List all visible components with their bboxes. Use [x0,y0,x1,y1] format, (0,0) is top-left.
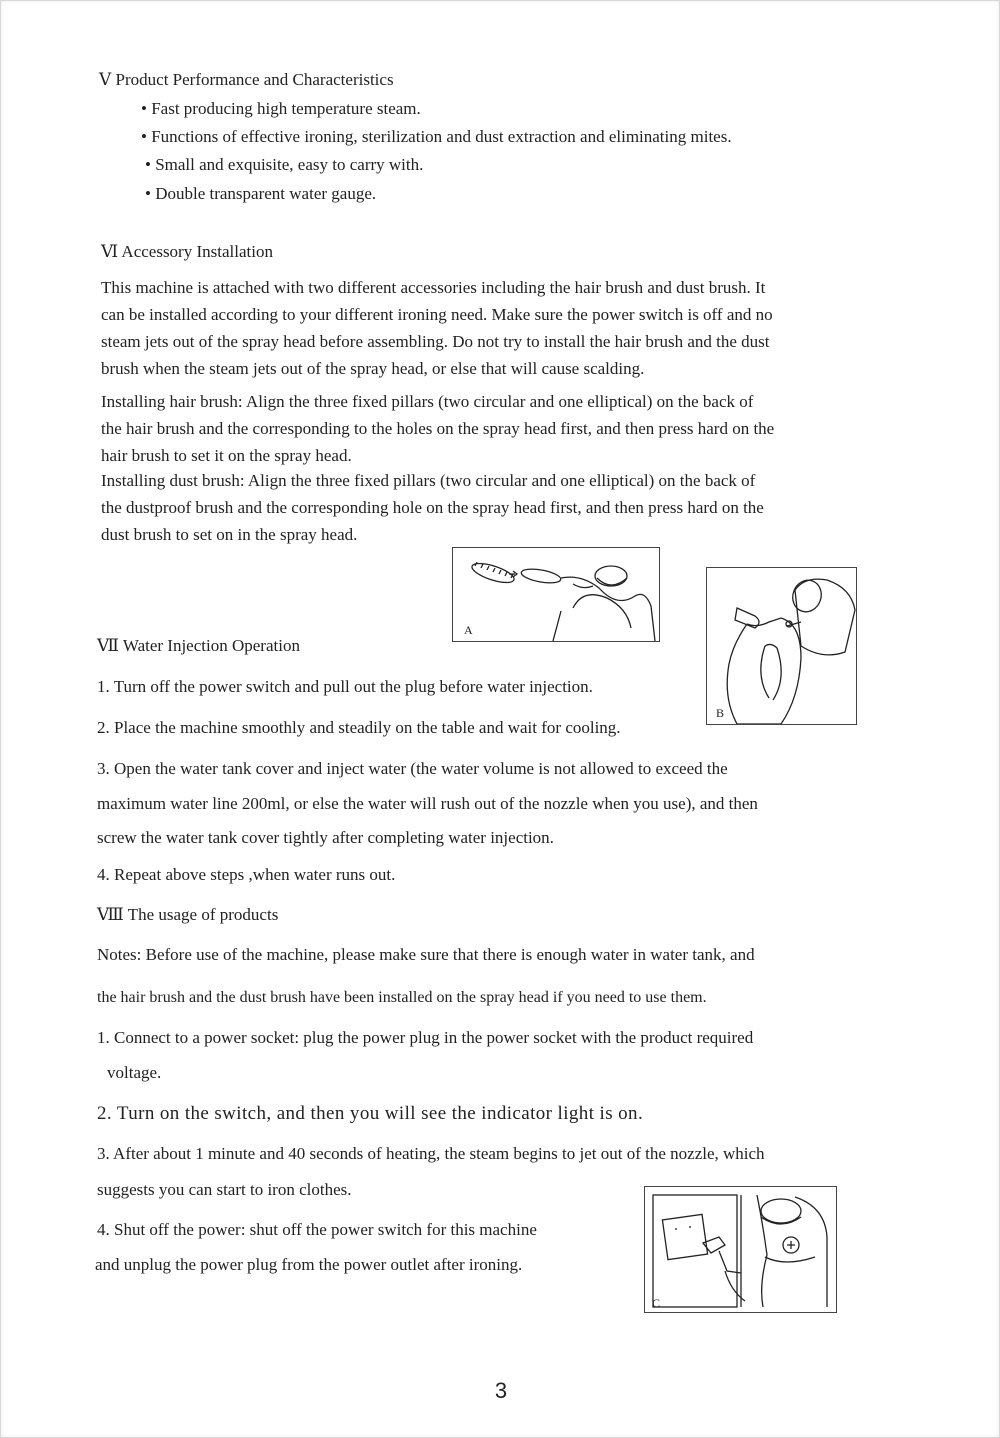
hair-brush-line: the hair brush and the corresponding to the holes on the spray head first, and then press hard on the [101,419,775,438]
dust-brush-line: the dustproof brush and the corresponding hole on the spray head first, and then press hard on the [101,498,764,517]
water-step-4: 4. Repeat above steps ,when water runs out. [97,865,396,884]
figure-c-label: C [652,1296,661,1310]
usage-notes-line: the hair brush and the dust brush have been installed on the spray head if you need to use them. [97,989,707,1006]
accessory-para-line: can be installed according to your different ironing need. Make sure the power switch is off and no [101,305,773,324]
feature-bullet: • Small and exquisite, easy to carry with. [145,155,424,174]
figure-c-drawing [645,1187,836,1312]
dust-brush-line: dust brush to set on in the spray head. [101,525,358,544]
accessory-para-line: brush when the steam jets out of the spray head, or else that will cause scalding. [101,359,645,378]
figure-a-label: A [464,623,473,637]
hair-brush-line: hair brush to set it on the spray head. [101,446,352,465]
figure-c-power-plug [644,1186,837,1313]
usage-step-1-line: voltage. [107,1063,162,1082]
accessory-para-line: This machine is attached with two different accessories including the hair brush and dust brush. It [101,278,766,297]
usage-step-3-line: suggests you can start to iron clothes. [97,1180,352,1199]
hair-brush-line: Installing hair brush: Align the three fixed pillars (two circular and one elliptical) on the back of [101,392,754,411]
usage-step-2: 2. Turn on the switch, and then you will see the indicator light is on. [97,1103,644,1124]
figure-a-drawing [453,548,659,641]
feature-bullet: • Functions of effective ironing, sterilization and dust extraction and eliminating mites. [141,127,732,146]
water-step-3-line: screw the water tank cover tightly after completing water injection. [97,828,554,847]
page-number: 3 [494,1378,508,1403]
feature-bullet: • Double transparent water gauge. [145,184,377,203]
usage-notes-line: Notes: Before use of the machine, please make sure that there is enough water in water tank, and [97,945,755,964]
section-6-heading: Ⅵ Accessory Installation [101,242,273,261]
usage-step-1-line: 1. Connect to a power socket: plug the power plug in the power socket with the product required [97,1028,754,1047]
section-5-heading: Ⅴ Product Performance and Characteristics [99,70,394,89]
figure-a-brush-install [452,547,660,642]
water-step-2: 2. Place the machine smoothly and steadily on the table and wait for cooling. [97,718,621,737]
water-step-3-line: 3. Open the water tank cover and inject water (the water volume is not allowed to exceed the [97,759,728,778]
usage-step-4-line: 4. Shut off the power: shut off the power switch for this machine [97,1220,537,1239]
section-8-heading: Ⅷ The usage of products [97,905,279,924]
feature-bullet: • Fast producing high temperature steam. [141,99,421,118]
figure-b-water-injection [706,567,857,725]
figure-b-label: B [716,706,725,720]
water-step-3-line: maximum water line 200ml, or else the water will rush out of the nozzle when you use), and then [97,794,758,813]
dust-brush-line: Installing dust brush: Align the three fixed pillars (two circular and one elliptical) on the back of [101,471,756,490]
section-7-heading: Ⅶ Water Injection Operation [97,636,300,655]
figure-b-drawing [707,568,856,724]
usage-step-3-line: 3. After about 1 minute and 40 seconds of heating, the steam begins to jet out of the nozzle, which [97,1144,765,1163]
usage-step-4-line: and unplug the power plug from the power outlet after ironing. [95,1255,523,1274]
accessory-para-line: steam jets out of the spray head before assembling. Do not try to install the hair brush and the dust [101,332,770,351]
water-step-1: 1. Turn off the power switch and pull out the plug before water injection. [97,677,593,696]
